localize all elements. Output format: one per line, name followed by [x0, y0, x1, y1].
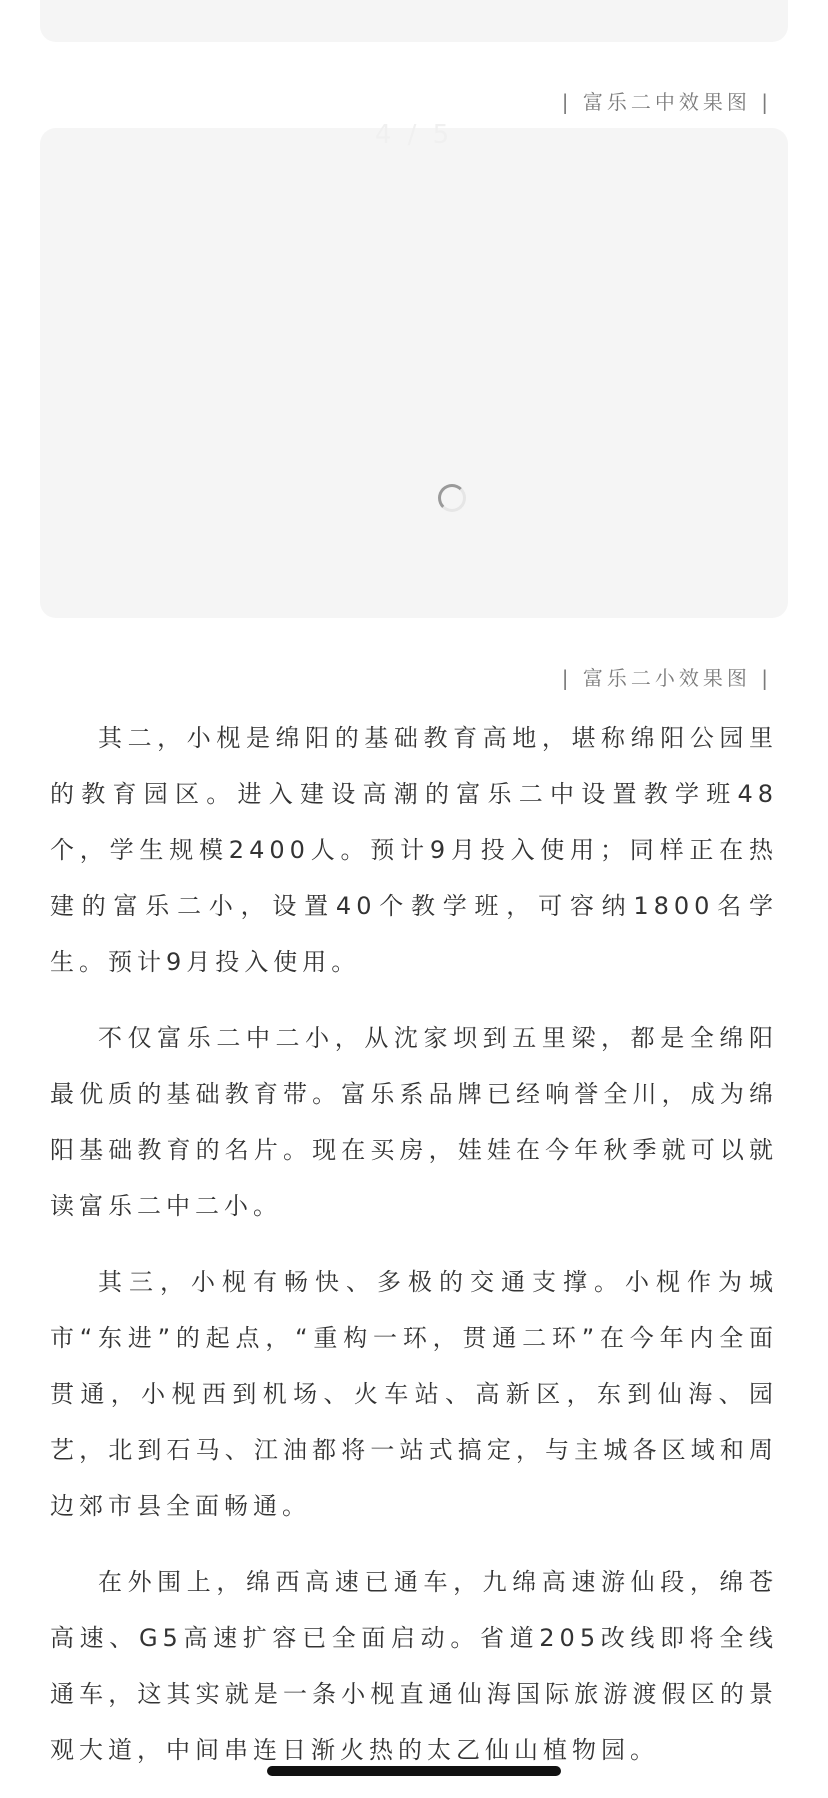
- image-caption: | 富乐二中效果图 |: [561, 90, 772, 114]
- paragraph: 其三，小枧有畅快、多极的交通支撑。小枧作为城市“东进”的起点，“重构一环，贯通二环”在今年内全面贯通，小枧西到机场、火车站、高新区，东到仙海、园艺，北到石马、江油都将一站式搞定，与主城各区域和周边郊市县全面畅通。: [50, 1268, 778, 1520]
- image-counter: 4 / 5: [374, 120, 454, 150]
- paragraph: 其二，小枧是绵阳的基础教育高地，堪称绵阳公园里的教育园区。进入建设高潮的富乐二中设置教学班48个，学生规模2400人。预计9月投入使用；同样正在热建的富乐二小，设置40个教学班，可容纳1800名学生。预计9月投入使用。: [50, 724, 778, 976]
- loading-spinner-icon: [438, 484, 466, 512]
- image-caption: | 富乐二小效果图 |: [561, 666, 772, 690]
- paragraph: 在外围上，绵西高速已通车，九绵高速游仙段，绵苍高速、G5高速扩容已全面启动。省道205改线即将全线通车，这其实就是一条小枧直通仙海国际旅游渡假区的景观大道，中间串连日渐火热的太乙仙山植物园。: [50, 1568, 778, 1764]
- home-indicator[interactable]: [267, 1766, 561, 1776]
- previous-image-placeholder[interactable]: [40, 0, 788, 42]
- paragraph: 不仅富乐二中二小，从沈家坝到五里梁，都是全绵阳最优质的基础教育带。富乐系品牌已经响誉全川，成为绵阳基础教育的名片。现在买房，娃娃在今年秋季就可以就读富乐二中二小。: [50, 1024, 778, 1220]
- image-placeholder[interactable]: [40, 128, 788, 618]
- article-body: [50, 710, 778, 1798]
